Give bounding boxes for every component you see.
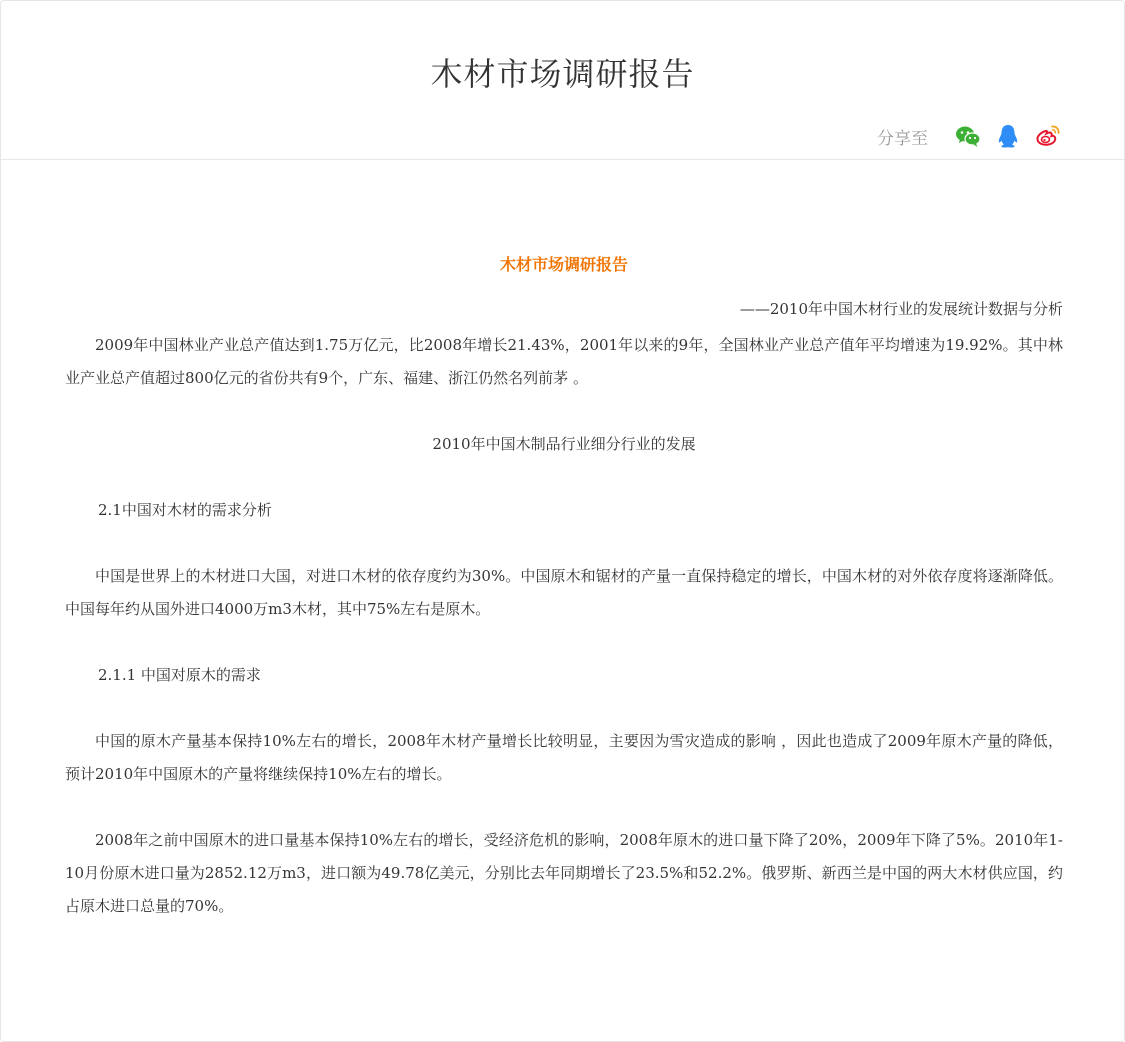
paragraph-import-dependency: 中国是世界上的木材进口大国，对进口木材的依存度约为30%。中国原木和锯材的产量一直保持稳定的增长，中国木材的对外依存度将逐渐降低。中国每年约从国外进口4000万m3木材，其中75%左右是原木。	[65, 567, 1063, 618]
page-title: 木材市场调研报告	[430, 55, 695, 93]
spacer	[65, 791, 1063, 824]
section-title: 2010年中国木制品行业细分行业的发展	[432, 435, 696, 453]
paragraph-log-imports: 2008年之前中国原木的进口量基本保持10%左右的增长，受经济危机的影响，2008年原木的进口量下降了20%，2009年下降了5%。2010年1-10月份原木进口量为2852.12万m3，进口额为49.78亿美元，分别比去年同期增长了23.5%和52.2%。俄罗斯、新西兰是中国的两大木材供应国，约占原木进口总量的70%。	[65, 831, 1063, 915]
wechat-icon[interactable]	[954, 122, 982, 150]
qq-icon[interactable]	[994, 122, 1022, 150]
spacer	[65, 626, 1063, 659]
article-subtitle: ——2010年中国木材行业的发展统计数据与分析	[739, 300, 1063, 318]
spacer	[65, 527, 1063, 560]
heading-2-1: 2.1中国对木材的需求分析	[98, 501, 272, 519]
article-title: 木材市场调研报告	[499, 255, 628, 274]
spacer	[65, 395, 1063, 428]
paragraph-log-production: 中国的原木产量基本保持10%左右的增长，2008年木材产量增长比较明显，主要因为雪灾造成的影响 ，因此也造成了2009年原木产量的降低，预计2010年中国原木的产量将继续保持10%左右的增长。	[65, 732, 1063, 783]
heading-2-1-1: 2.1.1 中国对原木的需求	[98, 666, 261, 684]
article-body	[65, 241, 1063, 923]
share-label: 分享至	[877, 128, 928, 149]
spacer	[65, 692, 1063, 725]
page-header	[1, 1, 1124, 160]
share-bar	[877, 121, 1062, 151]
weibo-icon[interactable]	[1034, 122, 1062, 150]
paragraph-forestry-output: 2009年中国林业产业总产值达到1.75万亿元，比2008年增长21.43%，2001年以来的9年，全国林业产业总产值年平均增速为19.92%。其中林业产业总产值超过800亿元的省份共有9个，广东、福建、浙江仍然名列前茅 。	[65, 336, 1063, 387]
spacer	[65, 461, 1063, 494]
